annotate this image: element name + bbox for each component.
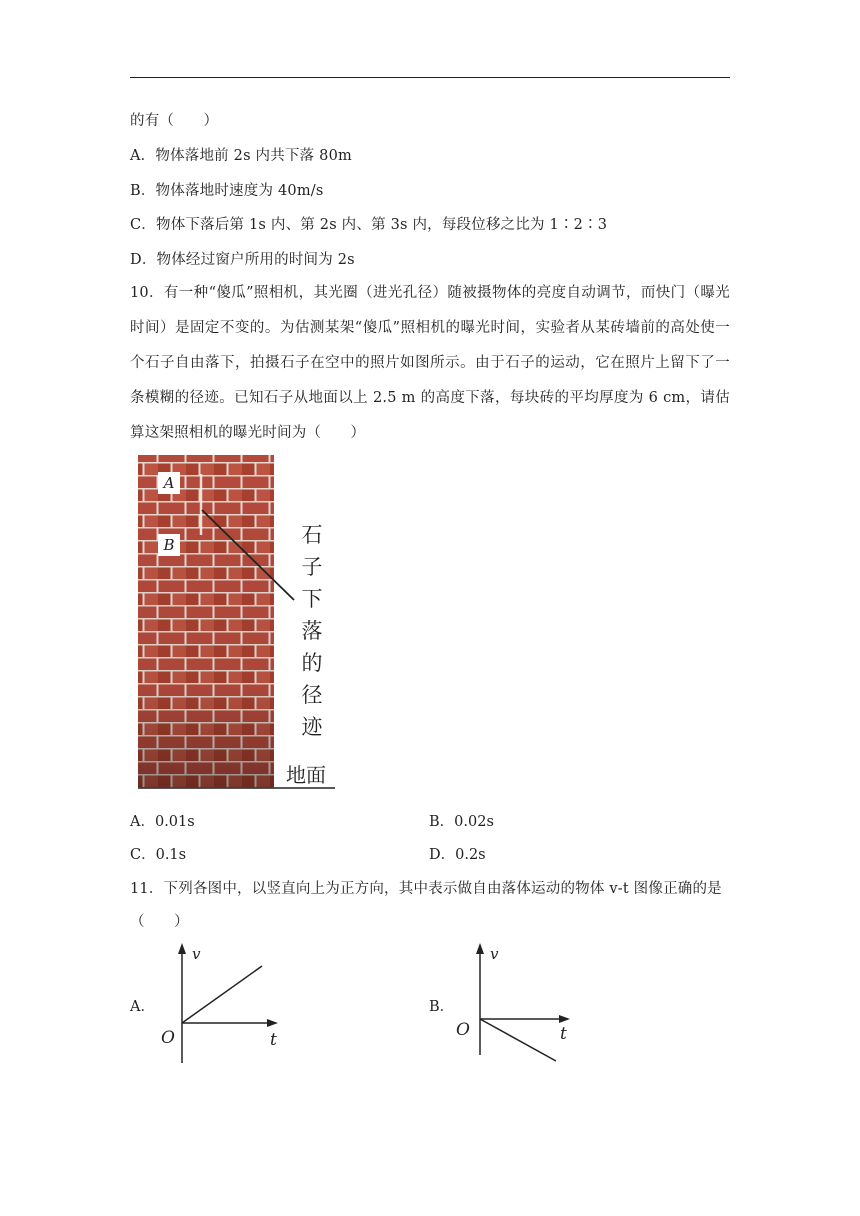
graph-a-v-arrow (178, 943, 186, 954)
caption-char-6: 径 (301, 683, 323, 707)
q10-option-b: B．0.02s (429, 814, 494, 830)
q11-option-b-label: B． (429, 999, 455, 1015)
q11-stem-line2: （ ） (130, 914, 189, 930)
graph-b (450, 935, 590, 1070)
q10-option-c: C．0.1s (130, 847, 187, 863)
trail-caption (302, 523, 324, 739)
caption-char-1: 石 (301, 523, 323, 547)
graph-b-origin: O (456, 1020, 470, 1040)
graph-b-v-label: v (490, 945, 499, 963)
graph-b-t-arrow (559, 1015, 570, 1023)
q9-option-b: B．物体落地时速度为 40m/s (130, 183, 324, 199)
q9-option-a: A．物体落地前 2s 内共下落 80m (130, 148, 352, 164)
caption-char-2: 子 (301, 555, 323, 579)
brick-wall-photo (130, 450, 340, 795)
caption-char-3: 下 (301, 587, 323, 611)
caption-char-5: 的 (301, 651, 323, 675)
q11-option-a-label: A． (130, 999, 155, 1015)
q11-stem-line1: 11．下列各图中，以竖直向上为正方向，其中表示做自由落体运动的物体 v-t 图像正确的是 (130, 881, 722, 897)
ground-label: 地面 (286, 763, 326, 787)
q9-stem-tail: 的有（ ） (130, 113, 219, 129)
caption-char-4: 落 (301, 619, 323, 643)
graph-b-t-label: t (560, 1024, 567, 1044)
q10-option-d: D．0.2s (429, 847, 486, 863)
graph-a-t-arrow (267, 1019, 278, 1027)
graph-b-v-arrow (476, 943, 484, 954)
graph-b-line (480, 1019, 556, 1061)
graph-a (150, 935, 290, 1070)
q9-option-c: C．物体下落后第 1s 内、第 2s 内、第 3s 内，每段位移之比为 1∶2∶3 (130, 217, 608, 233)
graph-a-origin: O (161, 1028, 175, 1048)
q10-option-a: A．0.01s (130, 814, 195, 830)
caption-char-7: 迹 (301, 715, 323, 739)
header-rule (130, 77, 730, 78)
label-a: A (163, 474, 175, 492)
label-b: B (163, 536, 175, 554)
q9-option-d: D．物体经过窗户所用的时间为 2s (130, 252, 355, 268)
graph-a-v-label: v (192, 945, 201, 963)
graph-a-line (182, 966, 262, 1023)
q10-stem: 10．有一种“傻瓜”照相机，其光圈（进光孔径）随被摄物体的亮度自动调节，而快门（曝光时间）是固定不变的。为估测某架“傻瓜”照相机的曝光时间，实验者从某砖墙前的高处使一个石子自由落下，拍摄石子在空中的照片如图所示。由于石子的运动，它在照片上留下了一条模糊的径迹。已知石子从地面以上 2.5 m 的高度下落，每块砖的平均厚度为 6 cm，请估算这架照相机的曝光时间为（ ） (130, 285, 730, 441)
graph-a-t-label: t (270, 1030, 277, 1050)
